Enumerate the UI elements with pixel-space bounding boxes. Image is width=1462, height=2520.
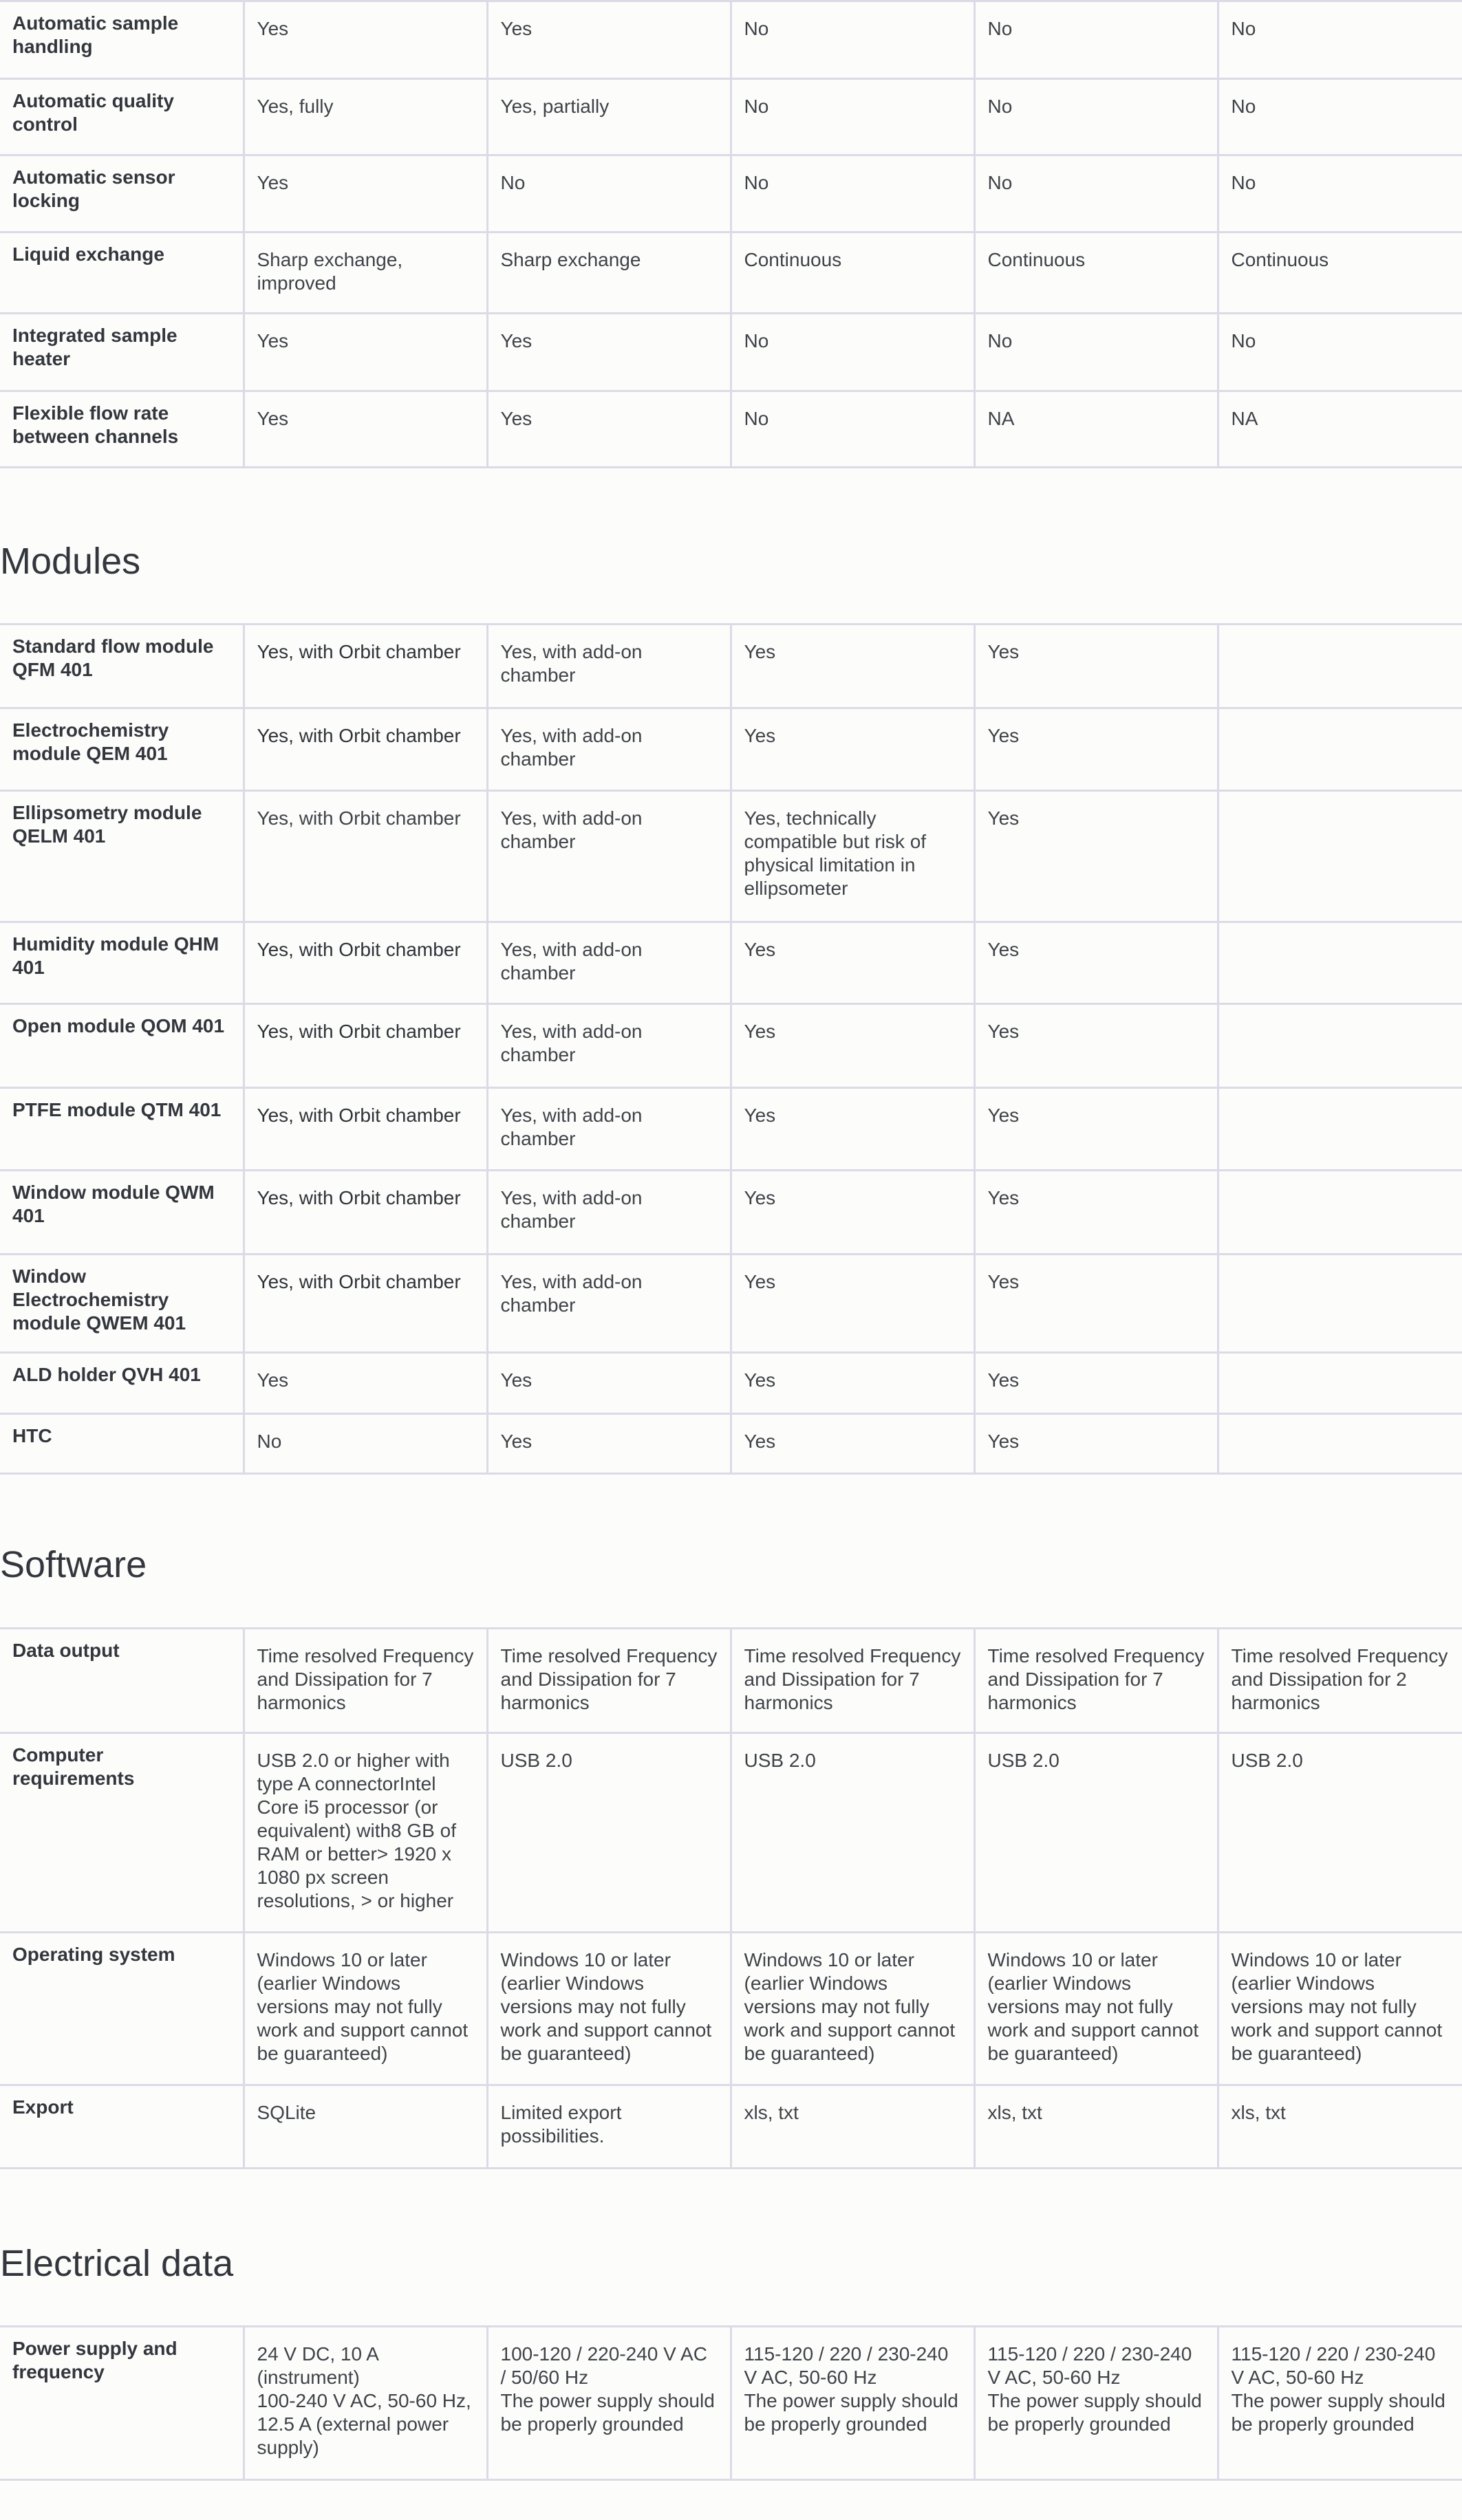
table-cell: No	[974, 79, 1218, 155]
table-cell: Sharp exchange, improved	[244, 232, 487, 314]
table-cell	[1218, 1254, 1462, 1353]
table-cell: Yes	[487, 314, 731, 391]
table-cell: USB 2.0	[974, 1733, 1218, 1933]
table-cell: No	[731, 1, 974, 79]
table-cell: xls, txt	[731, 2085, 974, 2169]
table-row	[0, 922, 1462, 1004]
row-label: Computer requirements	[0, 1733, 244, 1933]
table-row	[0, 1, 1462, 79]
table-row	[0, 79, 1462, 155]
row-label: Window Electrochemistry module QWEM 401	[0, 1254, 244, 1353]
table-cell: No	[244, 1414, 487, 1474]
table-cell: 115-120 / 220 / 230-240 V AC, 50-60 Hz The power supply should be properly grounded	[974, 2327, 1218, 2480]
table-cell: 115-120 / 220 / 230-240 V AC, 50-60 Hz The power supply should be properly grounded	[1218, 2327, 1462, 2480]
table-row	[0, 1088, 1462, 1171]
table-row	[0, 1254, 1462, 1353]
table-cell: Yes	[244, 155, 487, 232]
table-cell: Yes	[244, 1353, 487, 1414]
table-cell	[1218, 1004, 1462, 1088]
table-cell: NA	[974, 391, 1218, 468]
table-cell: Yes	[974, 624, 1218, 708]
row-label: Data output	[0, 1629, 244, 1733]
table-row	[0, 708, 1462, 791]
row-label: Automatic quality control	[0, 79, 244, 155]
row-label: Power supply and frequency	[0, 2327, 244, 2480]
row-label: Automatic sample handling	[0, 1, 244, 79]
table-cell: Yes	[731, 1171, 974, 1254]
table-cell: Yes	[244, 391, 487, 468]
table-cell: No	[731, 79, 974, 155]
table-row	[0, 1933, 1462, 2085]
table-row	[0, 1414, 1462, 1474]
table-cell: Yes, with Orbit chamber	[244, 624, 487, 708]
table-cell: USB 2.0	[487, 1733, 731, 1933]
table-cell: Yes, with add-on chamber	[487, 708, 731, 791]
table-cell: Limited export possibilities.	[487, 2085, 731, 2169]
table-row	[0, 2327, 1462, 2480]
row-label: Export	[0, 2085, 244, 2169]
table-row	[0, 314, 1462, 391]
table-cell: Yes	[487, 391, 731, 468]
table-cell: Yes	[974, 922, 1218, 1004]
table-cell: Yes	[487, 1353, 731, 1414]
row-label: Integrated sample heater	[0, 314, 244, 391]
row-label: Operating system	[0, 1933, 244, 2085]
table-cell: Yes, with Orbit chamber	[244, 791, 487, 922]
table-cell: No	[1218, 1, 1462, 79]
comparison-table-electrical	[0, 2325, 1462, 2481]
row-label: Liquid exchange	[0, 232, 244, 314]
section-title-software: Software	[0, 1544, 147, 1585]
table-cell: Yes	[731, 922, 974, 1004]
table-cell: Yes, technically compatible but risk of physical limitation in ellipsometer	[731, 791, 974, 922]
row-label: Humidity module QHM 401	[0, 922, 244, 1004]
table-cell: Yes, with Orbit chamber	[244, 1254, 487, 1353]
row-label: Automatic sensor locking	[0, 155, 244, 232]
table-cell	[1218, 624, 1462, 708]
table-cell: Windows 10 or later (earlier Windows versions may not fully work and support cannot be guaranteed)	[244, 1933, 487, 2085]
table-cell: Yes	[731, 708, 974, 791]
table-cell: Windows 10 or later (earlier Windows versions may not fully work and support cannot be guaranteed)	[974, 1933, 1218, 2085]
row-label: Flexible flow rate between channels	[0, 391, 244, 468]
table-cell: 100-120 / 220-240 V AC / 50/60 Hz The power supply should be properly grounded	[487, 2327, 731, 2480]
table-cell: Yes	[731, 1004, 974, 1088]
table-row	[0, 155, 1462, 232]
table-cell: No	[1218, 314, 1462, 391]
table-cell: Yes	[244, 314, 487, 391]
table-cell: Yes, with add-on chamber	[487, 624, 731, 708]
table-cell: No	[1218, 79, 1462, 155]
table-cell	[1218, 791, 1462, 922]
table-cell: No	[974, 314, 1218, 391]
row-label: Ellipsometry module QELM 401	[0, 791, 244, 922]
table-row	[0, 1629, 1462, 1733]
table-cell: Yes	[974, 708, 1218, 791]
table-cell: Yes, with Orbit chamber	[244, 1088, 487, 1171]
table-cell: Time resolved Frequency and Dissipation for 7 harmonics	[244, 1629, 487, 1733]
table-cell: Yes	[974, 791, 1218, 922]
table-cell: Yes	[731, 1254, 974, 1353]
table-cell: No	[487, 155, 731, 232]
table-cell: Yes, partially	[487, 79, 731, 155]
table-cell: USB 2.0 or higher with type A connectorIntel Core i5 processor (or equivalent) with8 GB of RAM or better> 1920 x 1080 px screen resolutions, > or higher	[244, 1733, 487, 1933]
table-cell: Windows 10 or later (earlier Windows versions may not fully work and support cannot be guaranteed)	[731, 1933, 974, 2085]
table-cell: Windows 10 or later (earlier Windows versions may not fully work and support cannot be guaranteed)	[1218, 1933, 1462, 2085]
table-cell: NA	[1218, 391, 1462, 468]
table-cell: Yes	[487, 1414, 731, 1474]
table-cell: Yes, with Orbit chamber	[244, 1004, 487, 1088]
table-cell: Yes	[731, 1414, 974, 1474]
row-label: HTC	[0, 1414, 244, 1474]
row-label: Standard flow module QFM 401	[0, 624, 244, 708]
table-cell: Time resolved Frequency and Dissipation for 7 harmonics	[487, 1629, 731, 1733]
table-cell: Time resolved Frequency and Dissipation for 7 harmonics	[731, 1629, 974, 1733]
table-cell: Yes	[974, 1088, 1218, 1171]
table-cell: xls, txt	[974, 2085, 1218, 2169]
table-row	[0, 791, 1462, 922]
table-row	[0, 1004, 1462, 1088]
table-cell	[1218, 1171, 1462, 1254]
table-cell: Yes, fully	[244, 79, 487, 155]
table-cell: Yes	[974, 1004, 1218, 1088]
row-label: Open module QOM 401	[0, 1004, 244, 1088]
comparison-table-software	[0, 1627, 1462, 2169]
table-row	[0, 232, 1462, 314]
table-cell: Yes	[244, 1, 487, 79]
table-cell: Yes	[974, 1254, 1218, 1353]
table-row	[0, 1733, 1462, 1933]
comparison-table-modules	[0, 623, 1462, 1475]
table-cell: Sharp exchange	[487, 232, 731, 314]
table-cell: Yes	[974, 1353, 1218, 1414]
table-cell: No	[731, 314, 974, 391]
table-cell: SQLite	[244, 2085, 487, 2169]
section-title-electrical: Electrical data	[0, 2243, 234, 2284]
table-cell: Yes, with add-on chamber	[487, 1254, 731, 1353]
table-cell	[1218, 1414, 1462, 1474]
table-cell: Yes, with add-on chamber	[487, 791, 731, 922]
table-row	[0, 2085, 1462, 2169]
row-label: ALD holder QVH 401	[0, 1353, 244, 1414]
table-cell: Continuous	[731, 232, 974, 314]
table-cell: 24 V DC, 10 A (instrument) 100-240 V AC, 50-60 Hz, 12.5 A (external power supply)	[244, 2327, 487, 2480]
table-cell: Yes, with add-on chamber	[487, 1004, 731, 1088]
table-cell	[1218, 922, 1462, 1004]
table-cell: Yes, with add-on chamber	[487, 922, 731, 1004]
row-label: Window module QWM 401	[0, 1171, 244, 1254]
section-title-modules: Modules	[0, 541, 141, 582]
table-cell: Yes, with add-on chamber	[487, 1088, 731, 1171]
table-cell: Yes, with add-on chamber	[487, 1171, 731, 1254]
table-cell: Yes	[487, 1, 731, 79]
table-cell: No	[974, 1, 1218, 79]
table-cell: Time resolved Frequency and Dissipation for 2 harmonics	[1218, 1629, 1462, 1733]
table-cell: USB 2.0	[1218, 1733, 1462, 1933]
table-cell: Yes, with Orbit chamber	[244, 708, 487, 791]
table-cell	[1218, 1088, 1462, 1171]
table-cell: Yes	[974, 1171, 1218, 1254]
table-cell: Windows 10 or later (earlier Windows versions may not fully work and support cannot be guaranteed)	[487, 1933, 731, 2085]
table-cell: xls, txt	[1218, 2085, 1462, 2169]
table-cell: 115-120 / 220 / 230-240 V AC, 50-60 Hz The power supply should be properly grounded	[731, 2327, 974, 2480]
table-cell: Yes, with Orbit chamber	[244, 922, 487, 1004]
comparison-table-automation	[0, 0, 1462, 468]
table-row	[0, 1171, 1462, 1254]
table-cell: Time resolved Frequency and Dissipation for 7 harmonics	[974, 1629, 1218, 1733]
row-label: PTFE module QTM 401	[0, 1088, 244, 1171]
table-cell: Yes, with Orbit chamber	[244, 1171, 487, 1254]
table-row	[0, 391, 1462, 468]
table-cell	[1218, 708, 1462, 791]
table-cell: Yes	[731, 1353, 974, 1414]
table-cell	[1218, 1353, 1462, 1414]
table-cell: Yes	[731, 1088, 974, 1171]
table-cell: No	[731, 391, 974, 468]
table-cell: Continuous	[974, 232, 1218, 314]
table-cell: Continuous	[1218, 232, 1462, 314]
table-cell: No	[974, 155, 1218, 232]
table-row	[0, 1353, 1462, 1414]
row-label: Electrochemistry module QEM 401	[0, 708, 244, 791]
table-cell: Yes	[974, 1414, 1218, 1474]
table-cell: No	[731, 155, 974, 232]
table-cell: No	[1218, 155, 1462, 232]
table-cell: Yes	[731, 624, 974, 708]
table-row	[0, 624, 1462, 708]
table-cell: USB 2.0	[731, 1733, 974, 1933]
